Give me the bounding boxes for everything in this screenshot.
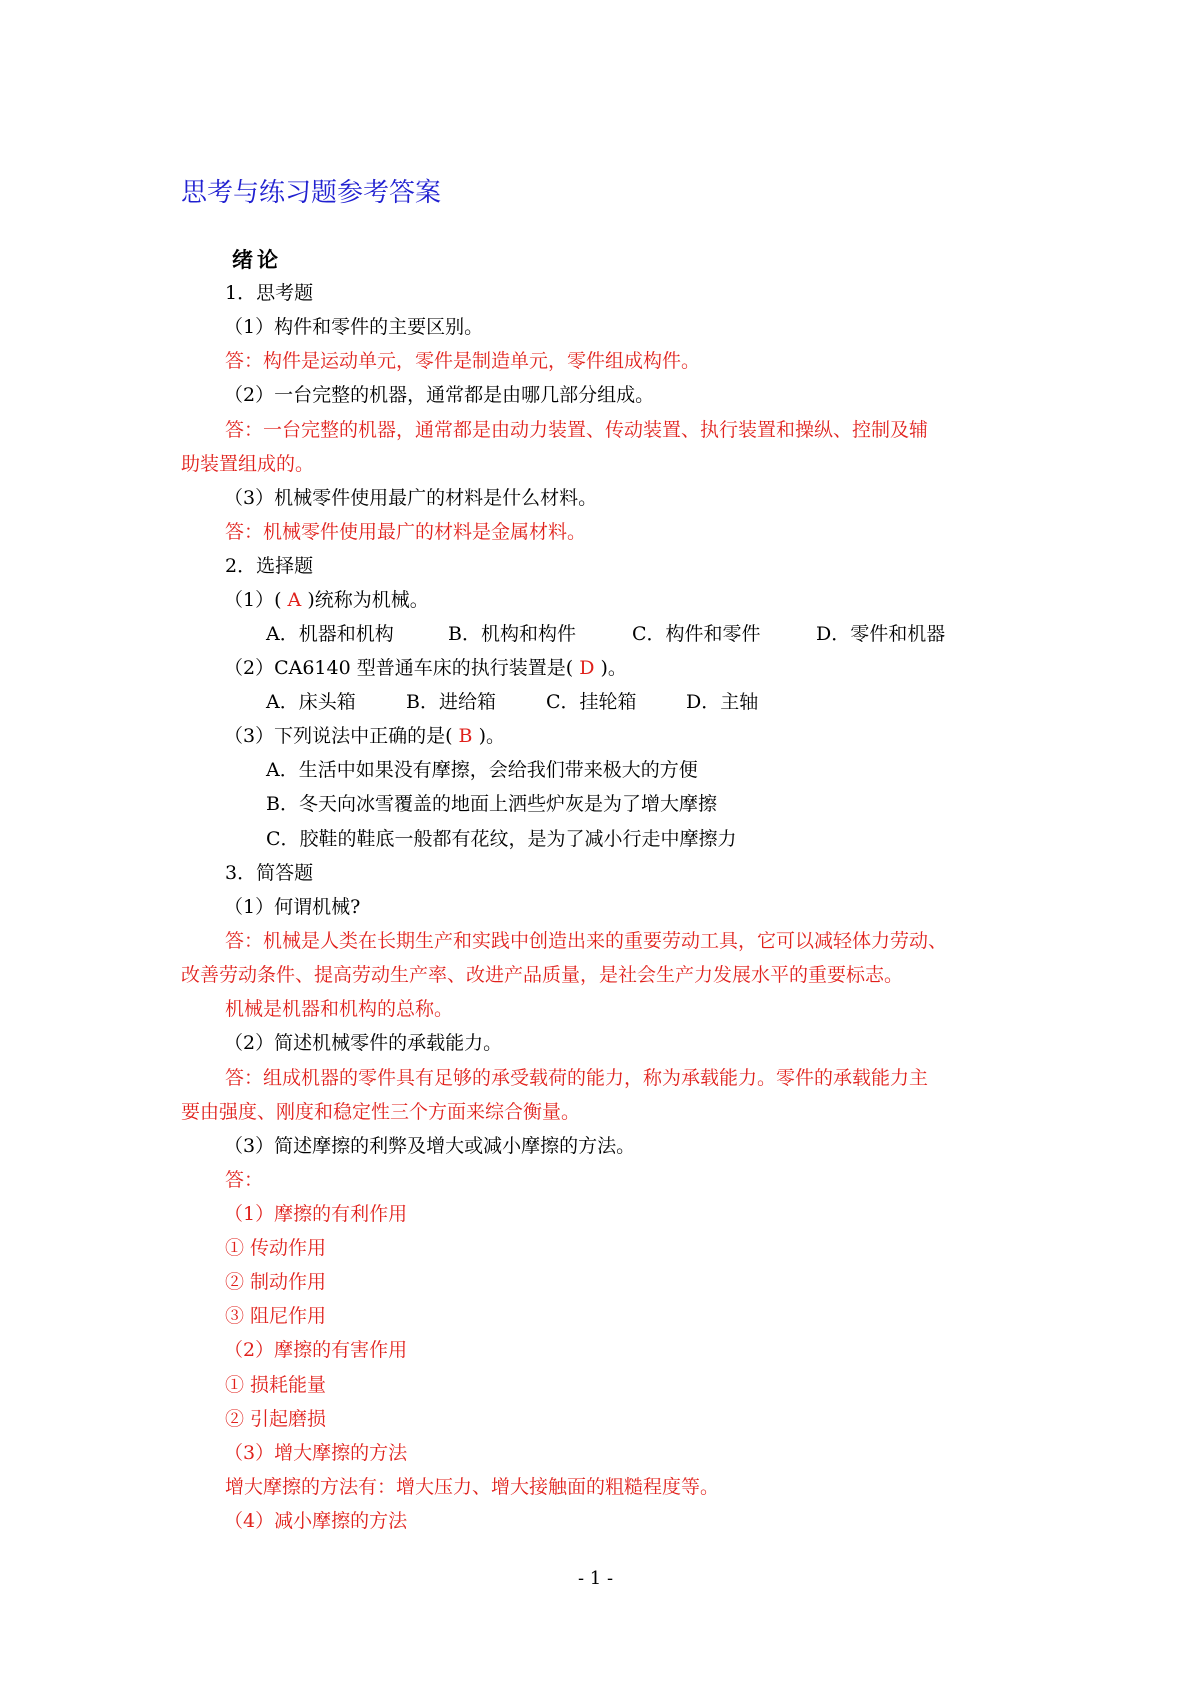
answer-3-2-line-2: 要由强度、刚度和稳定性三个方面来综合衡量。	[181, 1101, 581, 1123]
option-d: D．主轴	[686, 691, 759, 713]
answer-3-3-item: （3）增大摩擦的方法	[224, 1442, 408, 1464]
question-2-2-prefix: （2）CA6140 型普通车床的执行装置是(	[224, 657, 574, 679]
answer-3-3-item: 增大摩擦的方法有：增大压力、增大接触面的粗糙程度等。	[225, 1476, 720, 1498]
heading-short-answer: 3．简答题	[225, 862, 314, 884]
question-3-2: （2）简述机械零件的承载能力。	[224, 1032, 503, 1054]
option-c: C．挂轮箱	[546, 691, 637, 713]
question-2-1-prefix: （1）(	[224, 589, 282, 611]
question-2-3-answer: B	[452, 725, 479, 747]
answer-3-1-line-1: 答：机械是人类在长期生产和实践中创造出来的重要劳动工具，它可以减轻体力劳动、	[225, 930, 948, 952]
question-2-2-suffix: )。	[600, 657, 627, 679]
option-b: B．进给箱	[406, 691, 496, 713]
question-2-2-options	[266, 690, 758, 714]
question-3-1: （1）何谓机械?	[224, 896, 361, 918]
heading-choice-questions: 2．选择题	[225, 555, 314, 577]
question-2-2-answer: D	[573, 657, 601, 679]
question-1-1: （1）构件和零件的主要区别。	[224, 316, 484, 338]
option-a: A．床头箱	[266, 691, 356, 713]
question-2-1-options	[266, 622, 945, 646]
answer-3-3-item: ② 制动作用	[225, 1271, 327, 1293]
question-2-1	[224, 588, 429, 612]
question-2-2	[224, 656, 627, 680]
answer-1-2-line-1: 答：一台完整的机器，通常都是由动力装置、传动装置、执行装置和操纵、控制及辅	[225, 419, 929, 441]
answer-3-3-item: ① 损耗能量	[225, 1374, 327, 1396]
answer-1-1: 答：构件是运动单元，零件是制造单元，零件组成构件。	[225, 350, 701, 372]
question-2-3-option-b: B．冬天向冰雪覆盖的地面上洒些炉灰是为了增大摩擦	[266, 793, 717, 815]
document-title: 思考与练习题参考答案	[181, 178, 442, 208]
answer-3-1-line-2: 改善劳动条件、提高劳动生产率、改进产品质量，是社会生产力发展水平的重要标志。	[181, 964, 904, 986]
option-d: D．零件和机器	[816, 623, 946, 645]
section-heading: 绪论	[232, 247, 282, 272]
heading-thinking-questions: 1．思考题	[225, 282, 314, 304]
answer-3-3-label: 答：	[225, 1169, 264, 1191]
answer-3-3-item: （1）摩擦的有利作用	[224, 1203, 408, 1225]
answer-3-3-item: ② 引起磨损	[225, 1408, 327, 1430]
option-b: B．机构和构件	[448, 623, 576, 645]
question-2-3	[224, 724, 505, 748]
option-c: C．构件和零件	[632, 623, 761, 645]
question-2-3-option-c: C．胶鞋的鞋底一般都有花纹，是为了减小行走中摩擦力	[266, 828, 737, 850]
answer-3-3-item: ① 传动作用	[225, 1237, 327, 1259]
question-2-1-answer: A	[281, 589, 308, 611]
question-2-1-suffix: )统称为机械。	[307, 589, 429, 611]
question-2-3-prefix: （3）下列说法中正确的是(	[224, 725, 453, 747]
question-1-2: （2）一台完整的机器，通常都是由哪几部分组成。	[224, 384, 655, 406]
answer-3-3-item: （2）摩擦的有害作用	[224, 1339, 408, 1361]
answer-1-2-line-2: 助装置组成的。	[181, 453, 315, 475]
question-3-3: （3）简述摩擦的利弊及增大或减小摩擦的方法。	[224, 1135, 636, 1157]
answer-3-1-line-3: 机械是机器和机构的总称。	[225, 998, 454, 1020]
question-2-3-option-a: A．生活中如果没有摩擦，会给我们带来极大的方便	[266, 759, 698, 781]
question-1-3: （3）机械零件使用最广的材料是什么材料。	[224, 487, 598, 509]
answer-3-3-item: （4）减小摩擦的方法	[224, 1510, 408, 1532]
option-a: A．机器和机构	[266, 623, 394, 645]
page-number: - 1 -	[577, 1568, 614, 1589]
question-2-3-suffix: )。	[478, 725, 505, 747]
answer-3-3-item: ③ 阻尼作用	[225, 1305, 327, 1327]
answer-1-3: 答：机械零件使用最广的材料是金属材料。	[225, 521, 587, 543]
answer-3-2-line-1: 答：组成机器的零件具有足够的承受载荷的能力，称为承载能力。零件的承载能力主	[225, 1067, 929, 1089]
